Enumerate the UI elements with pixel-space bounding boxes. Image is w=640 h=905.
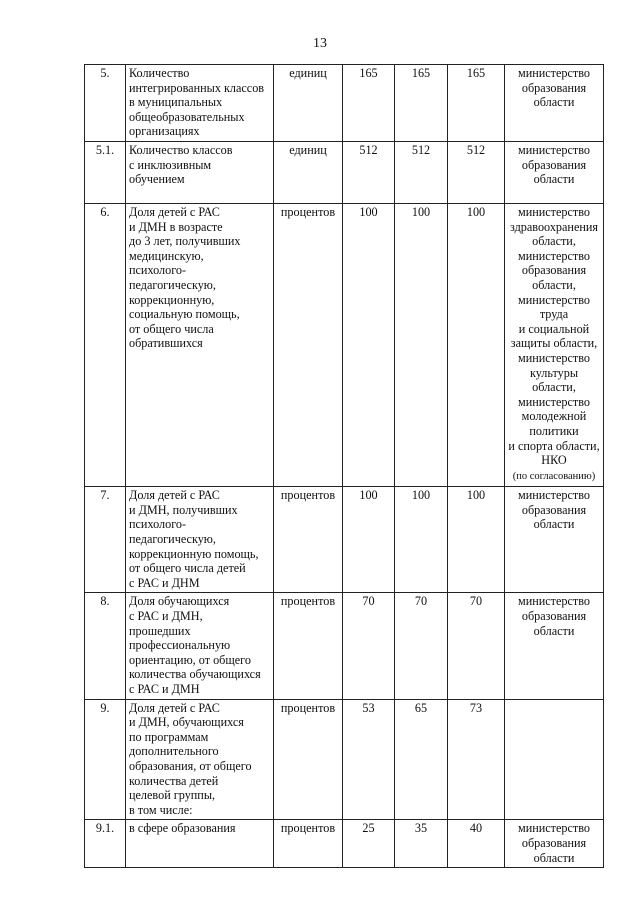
value-year-3: 100	[448, 487, 505, 593]
value-year-1: 25	[343, 820, 395, 868]
value-year-1: 512	[343, 142, 395, 204]
value-year-1: 70	[343, 593, 395, 699]
value-year-2: 65	[395, 699, 448, 820]
value-year-2: 512	[395, 142, 448, 204]
value-year-3: 512	[448, 142, 505, 204]
page-number: 13	[313, 36, 327, 51]
indicator-name: Количество классов с инклюзивным обучением	[126, 142, 274, 204]
responsible-cell: министерство образования области	[505, 65, 604, 142]
table-row	[85, 487, 604, 593]
value-year-3: 70	[448, 593, 505, 699]
indicators-table	[84, 64, 604, 868]
value-year-3: 73	[448, 699, 505, 820]
value-year-3: 40	[448, 820, 505, 868]
row-number: 6.	[85, 204, 126, 487]
indicator-name: Доля детей с РАС и ДМН в возрасте до 3 лет, получивших медицинскую, психолого- педагогическую, коррекционную, социальную помощь, от общего числа обратившихся	[126, 204, 274, 487]
indicator-name: Доля детей с РАС и ДМН, обучающихся по программам дополнительного образования, от общего количества детей целевой группы, в том числе:	[126, 699, 274, 820]
responsible-note: (по согласованию)	[512, 470, 596, 482]
table-row	[85, 593, 604, 699]
indicator-name: Доля обучающихся с РАС и ДМН, прошедших профессиональную ориентацию, от общего количества обучающихся с РАС и ДМН	[126, 593, 274, 699]
value-year-1: 165	[343, 65, 395, 142]
indicator-name: Количество интегрированных классов в муниципальных общеобразовательных организациях	[126, 65, 274, 142]
unit-cell: процентов	[274, 487, 343, 593]
table-row	[85, 204, 604, 487]
table-row	[85, 65, 604, 142]
row-number: 9.	[85, 699, 126, 820]
row-number: 5.1.	[85, 142, 126, 204]
value-year-1: 53	[343, 699, 395, 820]
value-year-1: 100	[343, 204, 395, 487]
responsible-cell: министерство образования области	[505, 487, 604, 593]
table-row	[85, 699, 604, 820]
unit-cell: единиц	[274, 65, 343, 142]
unit-cell: процентов	[274, 204, 343, 487]
row-number: 5.	[85, 65, 126, 142]
responsible-cell	[505, 204, 604, 487]
value-year-3: 165	[448, 65, 505, 142]
value-year-2: 165	[395, 65, 448, 142]
unit-cell: процентов	[274, 820, 343, 868]
value-year-1: 100	[343, 487, 395, 593]
unit-cell: процентов	[274, 593, 343, 699]
responsible-cell	[505, 699, 604, 820]
unit-cell: единиц	[274, 142, 343, 204]
value-year-2: 100	[395, 487, 448, 593]
value-year-3: 100	[448, 204, 505, 487]
row-number: 9.1.	[85, 820, 126, 868]
unit-cell: процентов	[274, 699, 343, 820]
value-year-2: 70	[395, 593, 448, 699]
responsible-cell: министерство образования области	[505, 820, 604, 868]
row-number: 8.	[85, 593, 126, 699]
responsible-text: министерство здравоохранения области, министерство образования области, министерство труда и социальной защиты области, министерство культуры области, министерство молодежной политики и спорта области, НКО	[508, 205, 600, 468]
responsible-cell: министерство образования области	[505, 142, 604, 204]
value-year-2: 100	[395, 204, 448, 487]
indicator-name: в сфере образования	[126, 820, 274, 868]
table-row	[85, 820, 604, 868]
table-row	[85, 142, 604, 204]
row-number: 7.	[85, 487, 126, 593]
indicator-name: Доля детей с РАС и ДМН, получивших психолого- педагогическую, коррекционную помощь, от общего числа детей с РАС и ДНМ	[126, 487, 274, 593]
responsible-cell: министерство образования области	[505, 593, 604, 699]
value-year-2: 35	[395, 820, 448, 868]
